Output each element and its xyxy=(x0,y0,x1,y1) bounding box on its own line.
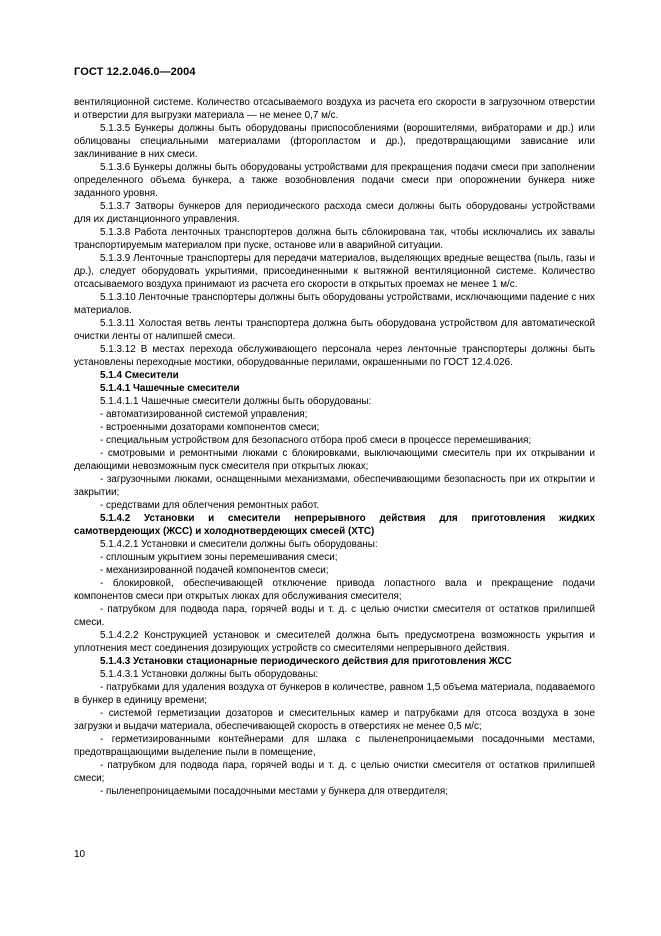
paragraph: 5.1.3.12 В местах перехода обслуживающего персонала через ленточные транспортеры должны быть установлены переходные мостики, оборудованные перилами, окрашенными по ГОСТ 12.4.026. xyxy=(74,344,595,368)
paragraph: 5.1.4.2.1 Установки и смесители должны быть оборудованы: xyxy=(100,539,378,550)
paragraph: 5.1.3.11 Холостая ветвь ленты транспортера должна быть оборудована устройством для автоматической очистки ленты от налипшей смеси. xyxy=(74,318,595,342)
paragraph: 5.1.3.6 Бункеры должны быть оборудованы устройствами для прекращения подачи смеси при заполнении определенного объема бункера, а также возобновления подачи смеси при опорожнении бункера ниже заданного уровня. xyxy=(74,162,595,199)
list-item: - средствами для облегчения ремонтных работ. xyxy=(100,500,320,511)
paragraph: 5.1.3.5 Бункеры должны быть оборудованы приспособлениями (ворошителями, вибраторами и др.) или облицованы специальными материалами (фторопластом и др.), предотвращающими зависание или заклинивание в них смеси. xyxy=(74,123,595,160)
list-item: - сплошным укрытием зоны перемешивания смеси; xyxy=(100,552,338,563)
section-heading: 5.1.4.3 Установки стационарные периодического действия для приготовления ЖСС xyxy=(100,656,512,667)
list-item: - смотровыми и ремонтными люками с блокировками, выключающими смеситель при их открывании и делающими невозможным пуск смесителя при открытых люках; xyxy=(74,448,595,472)
section-heading: 5.1.4.2 Установки и смесители непрерывного действия для приготовления жидких самотвердеющих (ЖСС) и холоднотвердеющих смесей (ХТС) xyxy=(74,513,595,537)
list-item: - автоматизированной системой управления; xyxy=(100,409,308,420)
section-heading: 5.1.4 Смесители xyxy=(100,370,179,381)
document-header: ГОСТ 12.2.046.0—2004 xyxy=(74,66,196,78)
paragraph: 5.1.4.2.2 Конструкцией установок и смесителей должна быть предусмотрена возможность укрытия и уплотнения мест соединения дозирующих устройств со смесителями непрерывного действия. xyxy=(74,630,595,654)
list-item: - патрубками для удаления воздуха от бункеров в количестве, равном 1,5 объема материала, подаваемого в бункер в единицу времени; xyxy=(74,682,595,706)
section-heading: 5.1.4.1 Чашечные смесители xyxy=(100,383,240,394)
paragraph: 5.1.3.10 Ленточные транспортеры должны быть оборудованы устройствами, исключающими падение с них материалов. xyxy=(74,292,595,316)
paragraph: 5.1.3.9 Ленточные транспортеры для передачи материалов, выделяющих вредные вещества (пыль, газы и др.), следует оборудовать укрытиями, присоединенными к вытяжной вентиляционной системе. Количество отсасываемого воздуха принимают из расчета его скорости в открытых проемах не менее 1 м/с. xyxy=(74,253,595,290)
list-item: - встроенными дозаторами компонентов смеси; xyxy=(100,422,320,433)
list-item: - патрубком для подвода пара, горячей воды и т. д. с целью очистки смесителя от остатков прилипшей смеси; xyxy=(74,760,595,784)
list-item: - патрубком для подвода пара, горячей воды и т. д. с целью очистки смесителя от остатков прилипшей смеси. xyxy=(74,604,595,628)
list-item: - системой герметизации дозаторов и смесительных камер и патрубками для отсоса воздуха в зоне загрузки и выдачи материала, обеспечивающей скорость в отверстиях не менее 0,5 м/с; xyxy=(74,708,595,732)
paragraph: 5.1.3.7 Затворы бункеров для периодического расхода смеси должны быть оборудованы устройствами для их дистанционного управления. xyxy=(74,201,595,225)
list-item: - герметизированными контейнерами для шлака с пыленепроницаемыми посадочными местами, предотвращающими выделение пыли в помещение, xyxy=(74,734,595,758)
list-item: - специальным устройством для безопасного отбора проб смеси в процессе перемешивания; xyxy=(100,435,532,446)
page-number: 10 xyxy=(74,849,86,860)
paragraph: вентиляционной системе. Количество отсасываемого воздуха из расчета его скорости в загрузочном отверстии и отверстии для выгрузки материала — не менее 0,7 м/с. xyxy=(74,97,595,121)
list-item: - механизированной подачей компонентов смеси; xyxy=(100,565,329,576)
list-item: - загрузочными люками, оснащенными механизмами, обеспечивающими безопасность при их открытии и закрытии; xyxy=(74,474,595,498)
paragraph: 5.1.3.8 Работа ленточных транспортеров должна быть сблокирована так, чтобы исключались их завалы транспортируемым материалом при пуске, останове или в аварийной ситуации. xyxy=(74,227,595,251)
list-item: - блокировкой, обеспечивающей отключение привода лопастного вала и прекращение подачи компонентов смеси при открытых люках для обслуживания смесителя; xyxy=(74,578,595,602)
document-body xyxy=(74,96,595,798)
paragraph: 5.1.4.1.1 Чашечные смесители должны быть оборудованы: xyxy=(100,396,372,407)
list-item: - пыленепроницаемыми посадочными местами у бункера для отвердителя; xyxy=(100,786,448,797)
paragraph: 5.1.4.3.1 Установки должны быть оборудованы: xyxy=(100,669,319,680)
